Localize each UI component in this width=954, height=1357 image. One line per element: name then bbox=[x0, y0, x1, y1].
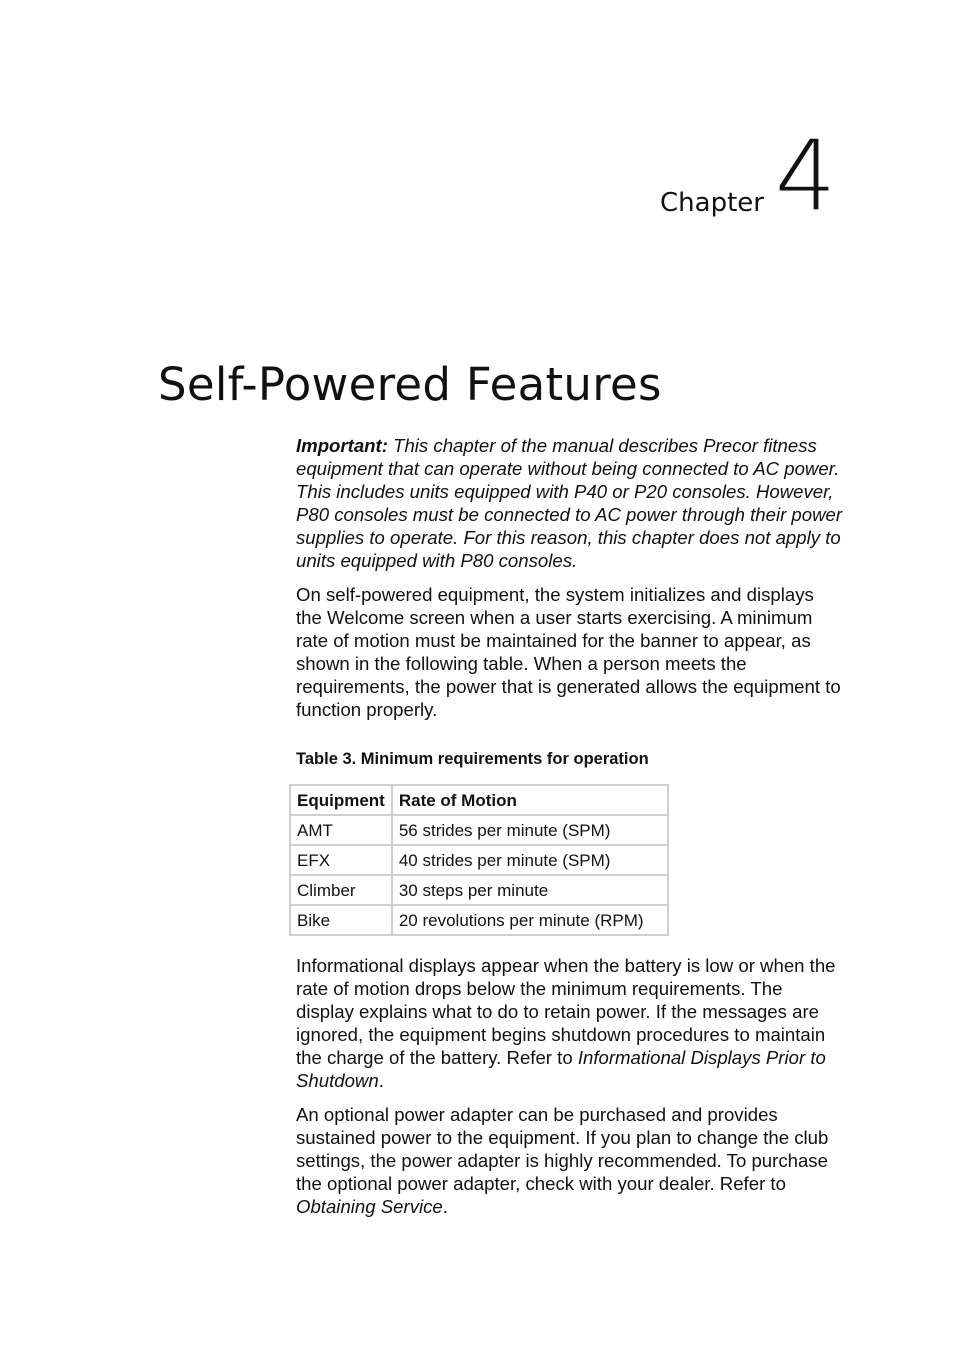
equipment-cell: Climber bbox=[290, 875, 392, 905]
table-row bbox=[290, 845, 668, 875]
table-row bbox=[290, 905, 668, 935]
informational-displays-text: Informational displays appear when the battery is low or when the rate of motion drops below the minimum requirements. The display explains what to do to retain power. If the messages are ignored, the equipment begins shutdown procedures to maintain the charge of the battery. Refer to bbox=[296, 955, 836, 1068]
table-header-row bbox=[290, 785, 668, 815]
informational-displays-end: . bbox=[378, 1070, 384, 1091]
important-lead: Important: bbox=[296, 435, 388, 456]
column-header-rate: Rate of Motion bbox=[392, 785, 668, 815]
chapter-body bbox=[296, 434, 844, 1229]
rate-cell: 20 revolutions per minute (RPM) bbox=[392, 905, 668, 935]
obtaining-service-reference: Obtaining Service bbox=[296, 1196, 443, 1217]
equipment-cell: Bike bbox=[290, 905, 392, 935]
column-header-equipment: Equipment bbox=[290, 785, 392, 815]
important-text: This chapter of the manual describes Precor fitness equipment that can operate without being connected to AC power. This includes units equipped with P40 or P20 consoles. However, P80 consoles must be connected to AC power through their power supplies to operate. For this reason, this chapter does not apply to units equipped with P80 consoles. bbox=[296, 435, 843, 571]
requirements-table bbox=[289, 784, 669, 936]
table-row bbox=[290, 875, 668, 905]
page-title: Self-Powered Features bbox=[158, 358, 662, 411]
equipment-cell: AMT bbox=[290, 815, 392, 845]
chapter-number: 4 bbox=[775, 120, 837, 232]
rate-cell: 40 strides per minute (SPM) bbox=[392, 845, 668, 875]
informational-displays-paragraph bbox=[296, 954, 844, 1092]
power-adapter-paragraph bbox=[296, 1103, 844, 1218]
important-note bbox=[296, 434, 844, 572]
rate-cell: 56 strides per minute (SPM) bbox=[392, 815, 668, 845]
power-adapter-end: . bbox=[442, 1196, 448, 1217]
power-adapter-text: An optional power adapter can be purchased and provides sustained power to the equipment. If you plan to change the club settings, the power adapter is highly recommended. To purchase the optional power adapter, check with your dealer. Refer to bbox=[296, 1104, 829, 1194]
informational-displays-reference: Informational Displays Prior to Shutdown bbox=[296, 1047, 826, 1091]
table-caption: Table 3. Minimum requirements for operation bbox=[296, 750, 649, 768]
intro-paragraph: On self-powered equipment, the system initializes and displays the Welcome screen when a user starts exercising. A minimum rate of motion must be maintained for the banner to appear, as shown in the following table. When a person meets the requirements, the power that is generated allows the equipment to function properly. bbox=[296, 584, 841, 720]
rate-cell: 30 steps per minute bbox=[392, 875, 668, 905]
chapter-label: Chapter bbox=[660, 188, 764, 218]
table-row bbox=[290, 815, 668, 845]
equipment-cell: EFX bbox=[290, 845, 392, 875]
